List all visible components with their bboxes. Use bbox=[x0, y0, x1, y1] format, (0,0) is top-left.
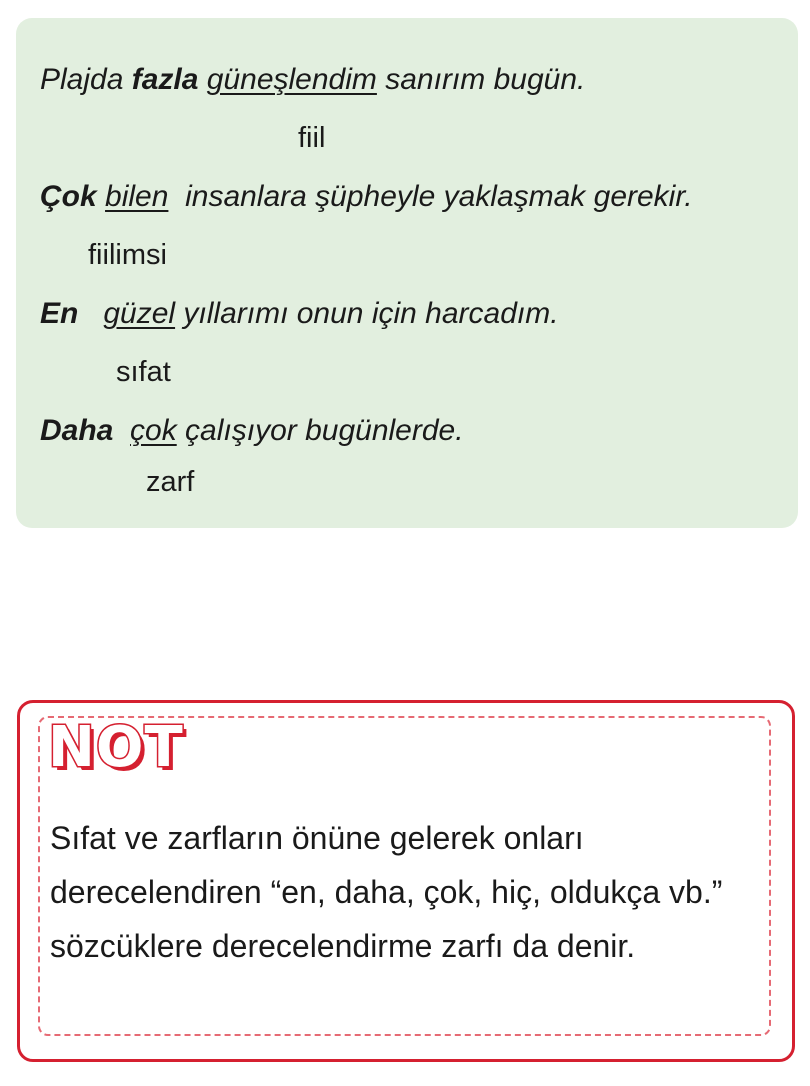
sentence-4-target-word: çok bbox=[130, 414, 177, 447]
sentence-1-target-word: güneşlendim bbox=[206, 63, 377, 96]
sentence-1-degree-word: fazla bbox=[131, 63, 199, 96]
sentence-2-degree-word: Çok bbox=[40, 180, 97, 213]
example-sentence-1 bbox=[40, 62, 585, 98]
sentence-3-rest: yıllarımı onun için harcadım. bbox=[175, 297, 559, 330]
sentence-3-degree-word: En bbox=[40, 297, 79, 330]
example-sentence-3 bbox=[40, 296, 559, 332]
example-label-2: fiilimsi bbox=[88, 239, 167, 271]
sentence-2-rest: insanlara şüpheyle yaklaşmak gerekir. bbox=[168, 180, 693, 213]
sentence-3-target-word: güzel bbox=[103, 297, 176, 330]
example-label-1: fiil bbox=[298, 122, 326, 154]
note-box bbox=[17, 700, 795, 1062]
example-label-4: zarf bbox=[146, 466, 195, 498]
sentence-4-gap bbox=[113, 414, 130, 447]
sentence-4-rest: çalışıyor bugünlerde. bbox=[176, 414, 464, 447]
note-title: NOT bbox=[48, 715, 184, 780]
sentence-3-gap bbox=[78, 297, 103, 330]
example-sentence-4 bbox=[40, 413, 464, 449]
note-text: Sıfat ve zarfların önüne gelerek onları derecelendiren “en, daha, çok, hiç, oldukça vb.” sözcüklere derecelendirme zarfı da denir. bbox=[50, 820, 723, 964]
example-label-3: sıfat bbox=[116, 356, 171, 388]
sentence-2-target-word: bilen bbox=[105, 180, 169, 213]
sentence-4-degree-word: Daha bbox=[40, 414, 114, 447]
sentence-1-start: Plajda bbox=[40, 63, 132, 96]
example-sentence-2 bbox=[40, 179, 693, 215]
sentence-1-gap bbox=[198, 63, 206, 96]
sentence-2-gap bbox=[97, 180, 105, 213]
sentence-1-rest: sanırım bugün. bbox=[376, 63, 586, 96]
